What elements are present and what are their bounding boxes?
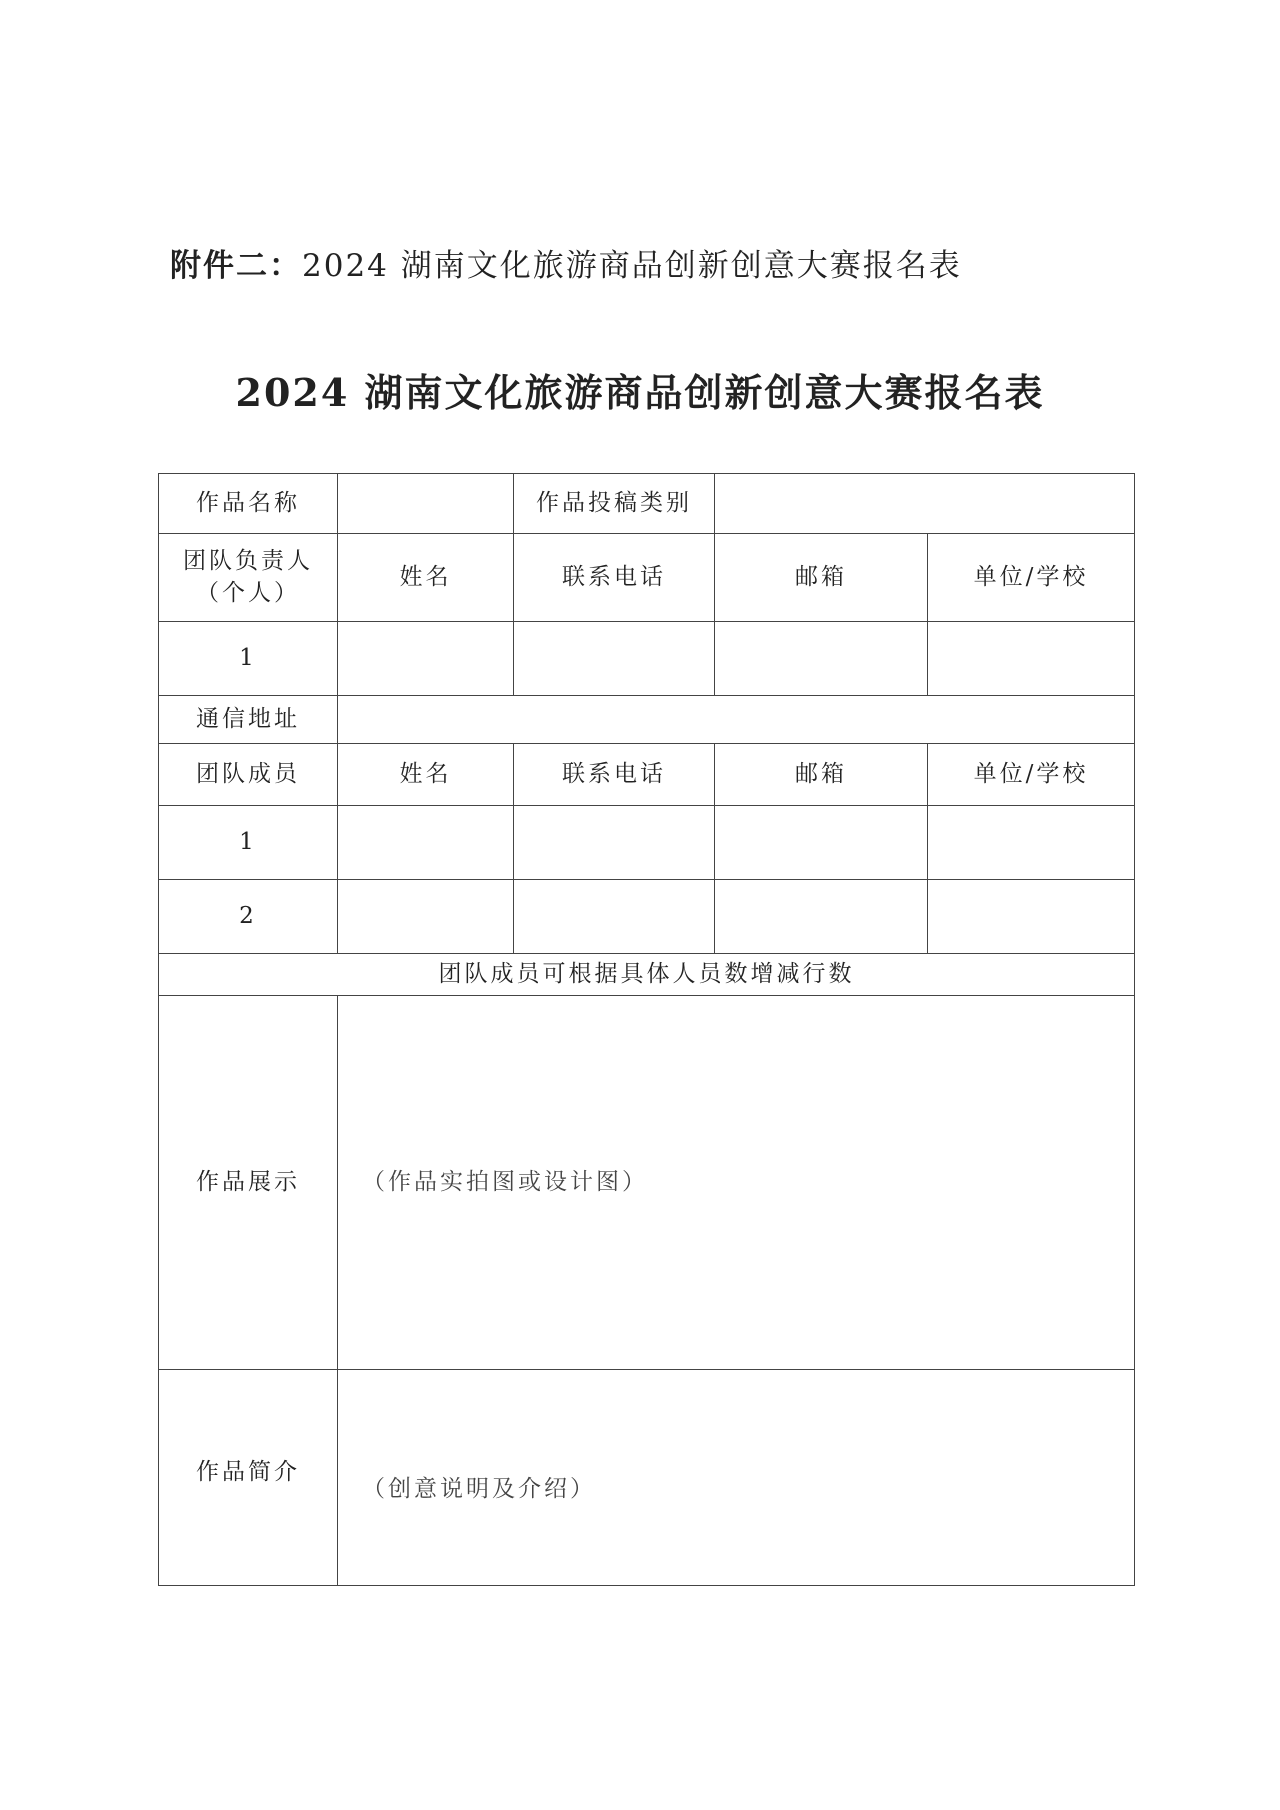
member-org-field[interactable] [928, 806, 1135, 880]
members-col-org: 单位/学校 [928, 744, 1135, 806]
table-row-showcase [159, 996, 1135, 1370]
table-row-address [159, 696, 1135, 744]
address-label: 通信地址 [159, 696, 338, 744]
page-title: 2024 湖南文化旅游商品创新创意大赛报名表 [235, 370, 1045, 415]
member-phone-field[interactable] [514, 806, 715, 880]
member-row-number: 1 [159, 806, 338, 880]
showcase-label: 作品展示 [159, 996, 338, 1370]
attachment-heading [170, 240, 962, 285]
showcase-field[interactable] [338, 996, 1135, 1370]
members-label: 团队成员 [159, 744, 338, 806]
leader-label-line1: 团队负责人 [183, 548, 313, 575]
table-row-work-name [159, 474, 1135, 534]
table-row-member-2 [159, 880, 1135, 954]
intro-hint: （创意说明及介绍） [362, 1475, 596, 1502]
showcase-hint: （作品实拍图或设计图） [362, 1168, 648, 1195]
member-email-field[interactable] [715, 880, 928, 954]
category-label: 作品投稿类别 [514, 474, 715, 534]
leader-label-line2: （个人） [196, 579, 300, 606]
member-name-field[interactable] [338, 806, 514, 880]
leader-email-field[interactable] [715, 622, 928, 696]
table-row-leader-1 [159, 622, 1135, 696]
table-row-intro [159, 1370, 1135, 1586]
leader-org-field[interactable] [928, 622, 1135, 696]
member-phone-field[interactable] [514, 880, 715, 954]
intro-field[interactable] [338, 1370, 1135, 1586]
leader-row-number: 1 [159, 622, 338, 696]
table-row-members-note [159, 954, 1135, 996]
members-col-name: 姓名 [338, 744, 514, 806]
registration-form-table [158, 473, 1135, 1586]
table-row-member-1 [159, 806, 1135, 880]
members-col-email: 邮箱 [715, 744, 928, 806]
work-name-label: 作品名称 [159, 474, 338, 534]
category-field[interactable] [715, 474, 1135, 534]
attachment-text: 2024 湖南文化旅游商品创新创意大赛报名表 [302, 248, 962, 284]
member-name-field[interactable] [338, 880, 514, 954]
work-name-field[interactable] [338, 474, 514, 534]
members-col-phone: 联系电话 [514, 744, 715, 806]
intro-label: 作品简介 [159, 1370, 338, 1586]
member-row-number: 2 [159, 880, 338, 954]
table-row-members-header [159, 744, 1135, 806]
leader-col-phone: 联系电话 [514, 534, 715, 622]
leader-col-email: 邮箱 [715, 534, 928, 622]
member-org-field[interactable] [928, 880, 1135, 954]
table-row-leader-header [159, 534, 1135, 622]
members-note: 团队成员可根据具体人员数增减行数 [159, 954, 1135, 996]
member-email-field[interactable] [715, 806, 928, 880]
leader-col-name: 姓名 [338, 534, 514, 622]
leader-label [159, 534, 338, 622]
leader-name-field[interactable] [338, 622, 514, 696]
attachment-label: 附件二： [170, 248, 302, 284]
address-field[interactable] [338, 696, 1135, 744]
leader-phone-field[interactable] [514, 622, 715, 696]
leader-col-org: 单位/学校 [928, 534, 1135, 622]
